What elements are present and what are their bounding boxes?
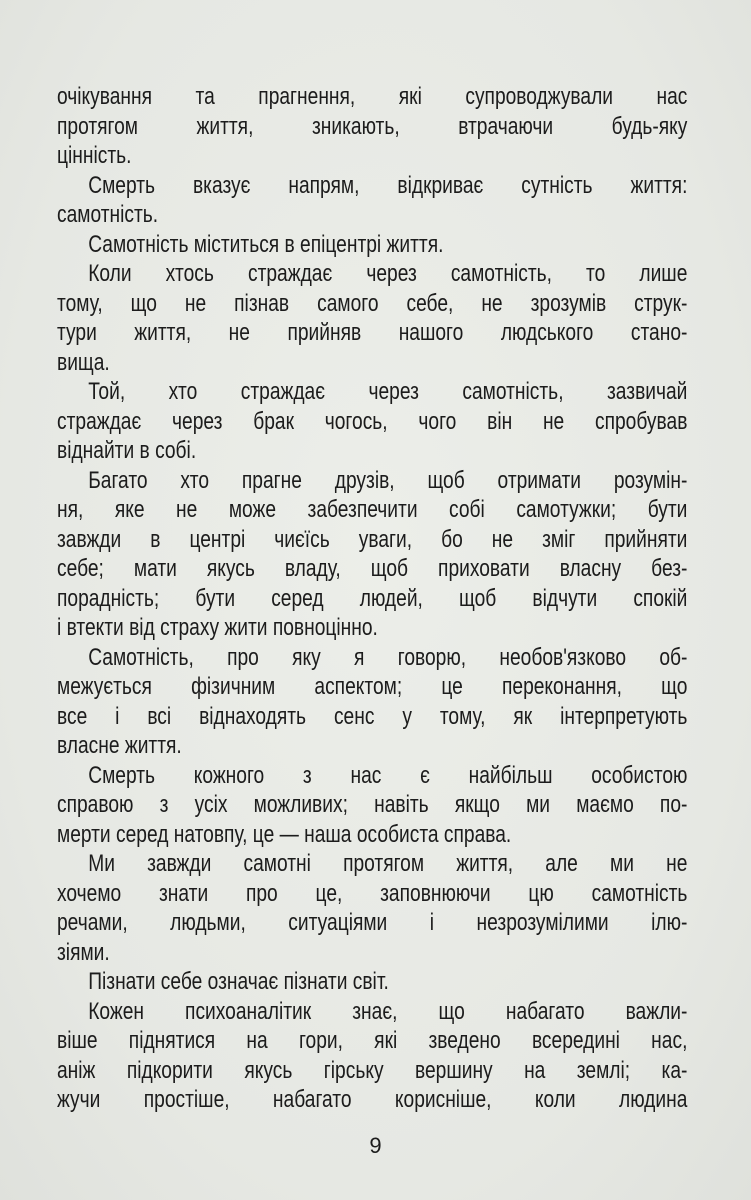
text-line: зіями. bbox=[57, 938, 110, 966]
text-line: справою з усіх можливих; навіть якщо ми маємо по- bbox=[57, 791, 688, 818]
text-line: Смерть вказує напрям, відкриває сутність життя: bbox=[88, 171, 688, 199]
text-line: себе; мати якусь владу, щоб приховати власну без- bbox=[57, 555, 688, 582]
text-line: вища. bbox=[57, 348, 110, 376]
text-line: Багато хто прагне друзів, щоб отримати розумін- bbox=[88, 466, 688, 494]
body-text bbox=[57, 82, 687, 1115]
text-line: межується фізичним аспектом; це переконання, що bbox=[57, 673, 688, 700]
text-line: власне життя. bbox=[57, 732, 182, 759]
text-line: мерти серед натовпу, це — наша особиста справа. bbox=[57, 820, 512, 848]
text-line: Ми завжди самотні протягом життя, але ми не bbox=[88, 850, 688, 877]
text-line: Самотність, про яку я говорю, необов'язково об- bbox=[88, 643, 688, 671]
text-line: Коли хтось страждає через самотність, то лише bbox=[88, 260, 688, 287]
text-line: тому, що не пізнав самого себе, не зрозумів струк- bbox=[57, 289, 688, 317]
text-line: аніж підкорити якусь гірську вершину на землі; ка- bbox=[57, 1056, 688, 1084]
text-line: і втекти від страху жити повноцінно. bbox=[57, 614, 378, 641]
page-number: 9 bbox=[369, 1133, 382, 1158]
text-line: хочемо знати про це, заповнюючи цю самотність bbox=[57, 879, 688, 907]
text-line: віднайти в собі. bbox=[57, 437, 197, 464]
text-line: все і всі віднаходять сенс у тому, як інтерпретують bbox=[57, 702, 688, 730]
text-line: страждає через брак чогось, чого він не спробував bbox=[57, 407, 688, 435]
text-line: тури життя, не прийняв нашого людського стано- bbox=[57, 319, 688, 346]
text-line: Смерть кожного з нас є найбільш особистою bbox=[88, 761, 688, 789]
text-line: цінність. bbox=[57, 142, 132, 169]
text-line: Самотність міститься в епіцентрі життя. bbox=[88, 230, 444, 258]
text-line: завжди в центрі чиєїсь уваги, бо не зміг прийняти bbox=[57, 525, 688, 553]
text-line: порадність; бути серед людей, щоб відчути спокій bbox=[57, 584, 688, 612]
text-line: віше піднятися на гори, які зведено всередині нас, bbox=[57, 1027, 688, 1054]
text-line: Пізнати себе означає пізнати світ. bbox=[88, 968, 389, 995]
text-line: речами, людьми, ситуаціями і незрозумілими ілю- bbox=[57, 909, 688, 936]
text-line: ня, яке не може забезпечити собі самотужки; бути bbox=[57, 496, 688, 523]
text-line: жучи простіше, набагато корисніше, коли людина bbox=[57, 1086, 688, 1113]
text-line: Той, хто страждає через самотність, зазвичай bbox=[88, 378, 688, 405]
text-line: Кожен психоаналітик знає, що набагато важли- bbox=[88, 997, 688, 1025]
text-line: протягом життя, зникають, втрачаючи будь-яку bbox=[57, 112, 688, 140]
text-line: очікування та прагнення, які супроводжували нас bbox=[57, 83, 688, 110]
text-line: самотність. bbox=[57, 201, 159, 228]
